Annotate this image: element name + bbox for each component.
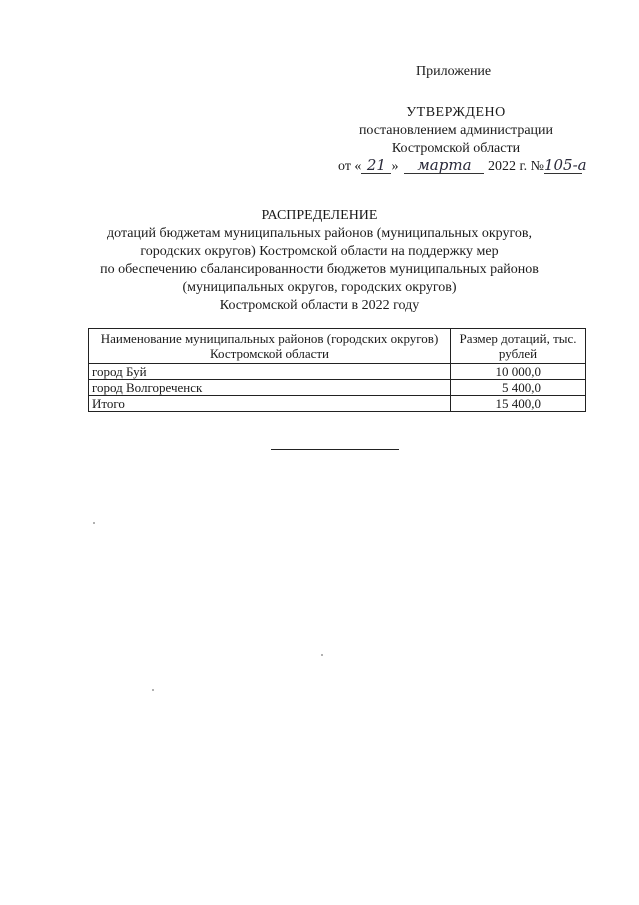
handwritten-day: 21 — [361, 158, 391, 174]
heading-line-3: по обеспечению сбалансированности бюджетов муниципальных районов — [100, 262, 539, 277]
header-name: Наименование муниципальных районов (городских округов) Костромской области — [89, 329, 451, 364]
date-year: 2022 г. № — [487, 159, 544, 174]
handwritten-number: 105-а — [543, 156, 587, 174]
closing-rule — [271, 449, 399, 450]
row-name: город Буй — [89, 364, 451, 380]
heading-title: РАСПРЕДЕЛЕНИЕ — [261, 208, 378, 223]
table-header-row — [89, 329, 586, 364]
row-name: город Волгореченск — [89, 380, 451, 396]
heading-line-5: Костромской области в 2022 году — [219, 298, 420, 313]
date-mid: » — [391, 159, 399, 174]
document-heading — [0, 207, 639, 315]
scan-speck — [321, 654, 323, 656]
subsidy-table — [88, 328, 586, 412]
row-name: Итого — [89, 396, 451, 412]
approval-title: УТВЕРЖДЕНО — [406, 105, 506, 120]
approval-line-1: постановлением администрации — [358, 123, 554, 138]
handwritten-month: марта — [404, 158, 484, 174]
row-value: 15 400,0 — [451, 396, 586, 412]
heading-line-1: дотаций бюджетам муниципальных районов (муниципальных округов, — [107, 226, 532, 241]
scan-speck — [152, 689, 154, 691]
table-row-total — [89, 396, 586, 412]
heading-line-4: (муниципальных округов, городских округов) — [182, 280, 457, 295]
table-row — [89, 364, 586, 380]
approval-block — [0, 104, 639, 158]
approval-line-2: Костромской области — [391, 141, 521, 156]
scan-speck — [93, 522, 95, 524]
header-amount: Размер дотаций, тыс. рублей — [451, 329, 586, 364]
heading-line-2: городских округов) Костромской области на поддержку мер — [140, 244, 499, 259]
row-value: 10 000,0 — [451, 364, 586, 380]
approval-date-line — [338, 156, 587, 175]
row-value: 5 400,0 — [451, 380, 586, 396]
date-prefix: от « — [338, 159, 362, 174]
table-row — [89, 380, 586, 396]
appendix-label: Приложение — [416, 64, 492, 79]
